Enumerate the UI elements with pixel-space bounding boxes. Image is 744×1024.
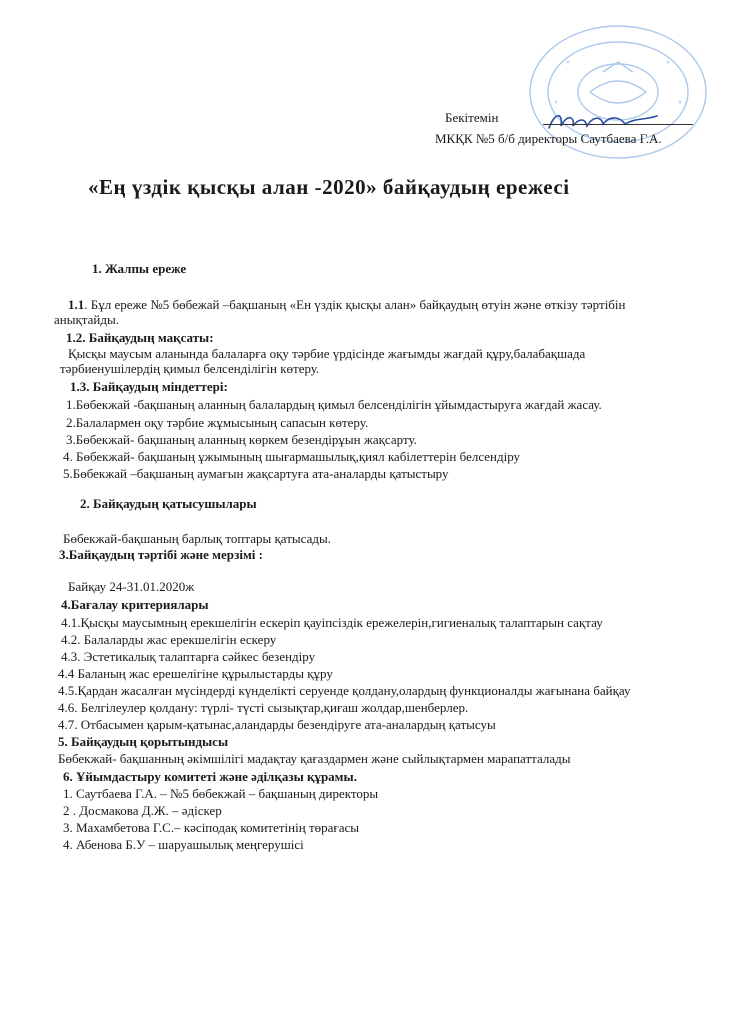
section4-heading: 4.Бағалау критериялары <box>61 597 209 612</box>
task-item: 2.Балалармен оқу тәрбие жұмысының сапасын көтеру. <box>66 415 369 430</box>
task-item: 3.Бөбекжай- бақшаның аланның көркем безендірұын жақсарту. <box>66 432 417 447</box>
tasks-heading: 1.3. Байқаудың міндеттері: <box>70 379 228 394</box>
goal-line: Қысқы маусым аланында балаларға оқу тәрбие үрдісінде жағымды жағдай құру,балабақшада <box>68 346 586 361</box>
director-line: МКҚК №5 б/б директоры Саутбаева Г.А. <box>435 131 662 146</box>
section3-heading: 3.Байқаудың тәртібі және мерзімі : <box>59 547 263 562</box>
criteria-item: 4.3. Эстетикалық талаптарға сәйкес безендіру <box>61 649 316 664</box>
paragraph-text: . Бұл ереже №5 бөбежай –бақшаның «Ен үздік қысқы алан» байқаудың өтуін және өткізу тәртібін <box>84 297 626 312</box>
goal-heading: 1.2. Байқаудың мақсаты: <box>66 330 214 345</box>
criteria-item: 4.5.Қардан жасалған мүсіндерді күнделікті серуенде қолдану,олардың функционалды жағынана байқау <box>58 683 631 698</box>
committee-item: 1. Саутбаева Г.А. – №5 бөбекжай – бақшаның директоры <box>63 786 379 801</box>
section3-text: Байқау 24-31.01.2020ж <box>68 579 195 594</box>
section1-paragraph <box>68 297 626 313</box>
criteria-item: 4.7. Отбасымен қарым-қатынас,аландарды безендіруге ата-аналардың қатысуы <box>58 717 496 732</box>
section6-heading: 6. Ұйымдастыру комитеті және әділқазы құрамы. <box>63 769 357 784</box>
signature-line <box>543 124 693 125</box>
section2-text: Бөбекжай-бақшаның барлық топтары қатысады. <box>63 531 331 546</box>
committee-item: 3. Махамбетова Г.С.– кәсіподақ комитетінің төрағасы <box>63 820 360 835</box>
paragraph-number: 1.1 <box>68 297 85 312</box>
task-item: 5.Бөбекжай –бақшаның аумағын жақсартуға ата-аналарды қатыстыру <box>63 466 449 481</box>
approved-label: Бекітемін <box>445 110 499 125</box>
section1-paragraph-cont: анықтайды. <box>54 312 119 327</box>
official-stamp <box>508 22 718 172</box>
section5-heading: 5. Байқаудың қорытындысы <box>58 734 229 749</box>
section5-text: Бөбекжай- бақшанның әкімшілігі мадақтау қағаздармен және сыйлықтармен марапатталады <box>58 751 571 766</box>
committee-item: 2 . Досмакова Д.Ж. – әдіскер <box>63 803 222 818</box>
committee-item: 4. Абенова Б.У – шаруашылық меңгерушісі <box>63 837 304 852</box>
criteria-item: 4.6. Белгілеулер қолдану: түрлі- түсті сызықтар,қиғаш жолдар,шенберлер. <box>58 700 469 715</box>
section2-heading: 2. Байқаудың қатысушылары <box>80 496 257 511</box>
section1-heading: 1. Жалпы ереже <box>92 261 187 276</box>
page-title: «Ең үздік қысқы алан -2020» байқаудың ережесі <box>88 175 570 199</box>
task-item: 4. Бөбекжай- бақшаның ұжымының шығармашылық,қиял кабілеттерін белсендіру <box>63 449 521 464</box>
goal-line: тәрбиенушілердің қимыл белсенділігін көтеру. <box>60 361 320 376</box>
criteria-item: 4.1.Қысқы маусымның ерекшелігін ескеріп қауіпсіздік ережелерін,гигиеналық талаптарын сақтау <box>61 615 603 630</box>
criteria-item: 4.4 Баланың жас ерешелігіне құрылыстарды құру <box>58 666 333 681</box>
criteria-item: 4.2. Балаларды жас ерекшелігін ескеру <box>61 632 277 647</box>
task-item: 1.Бөбекжай -бақшаның аланның балалардың қимыл белсенділігін ұйымдастыруға жағдай жасау. <box>66 397 602 412</box>
